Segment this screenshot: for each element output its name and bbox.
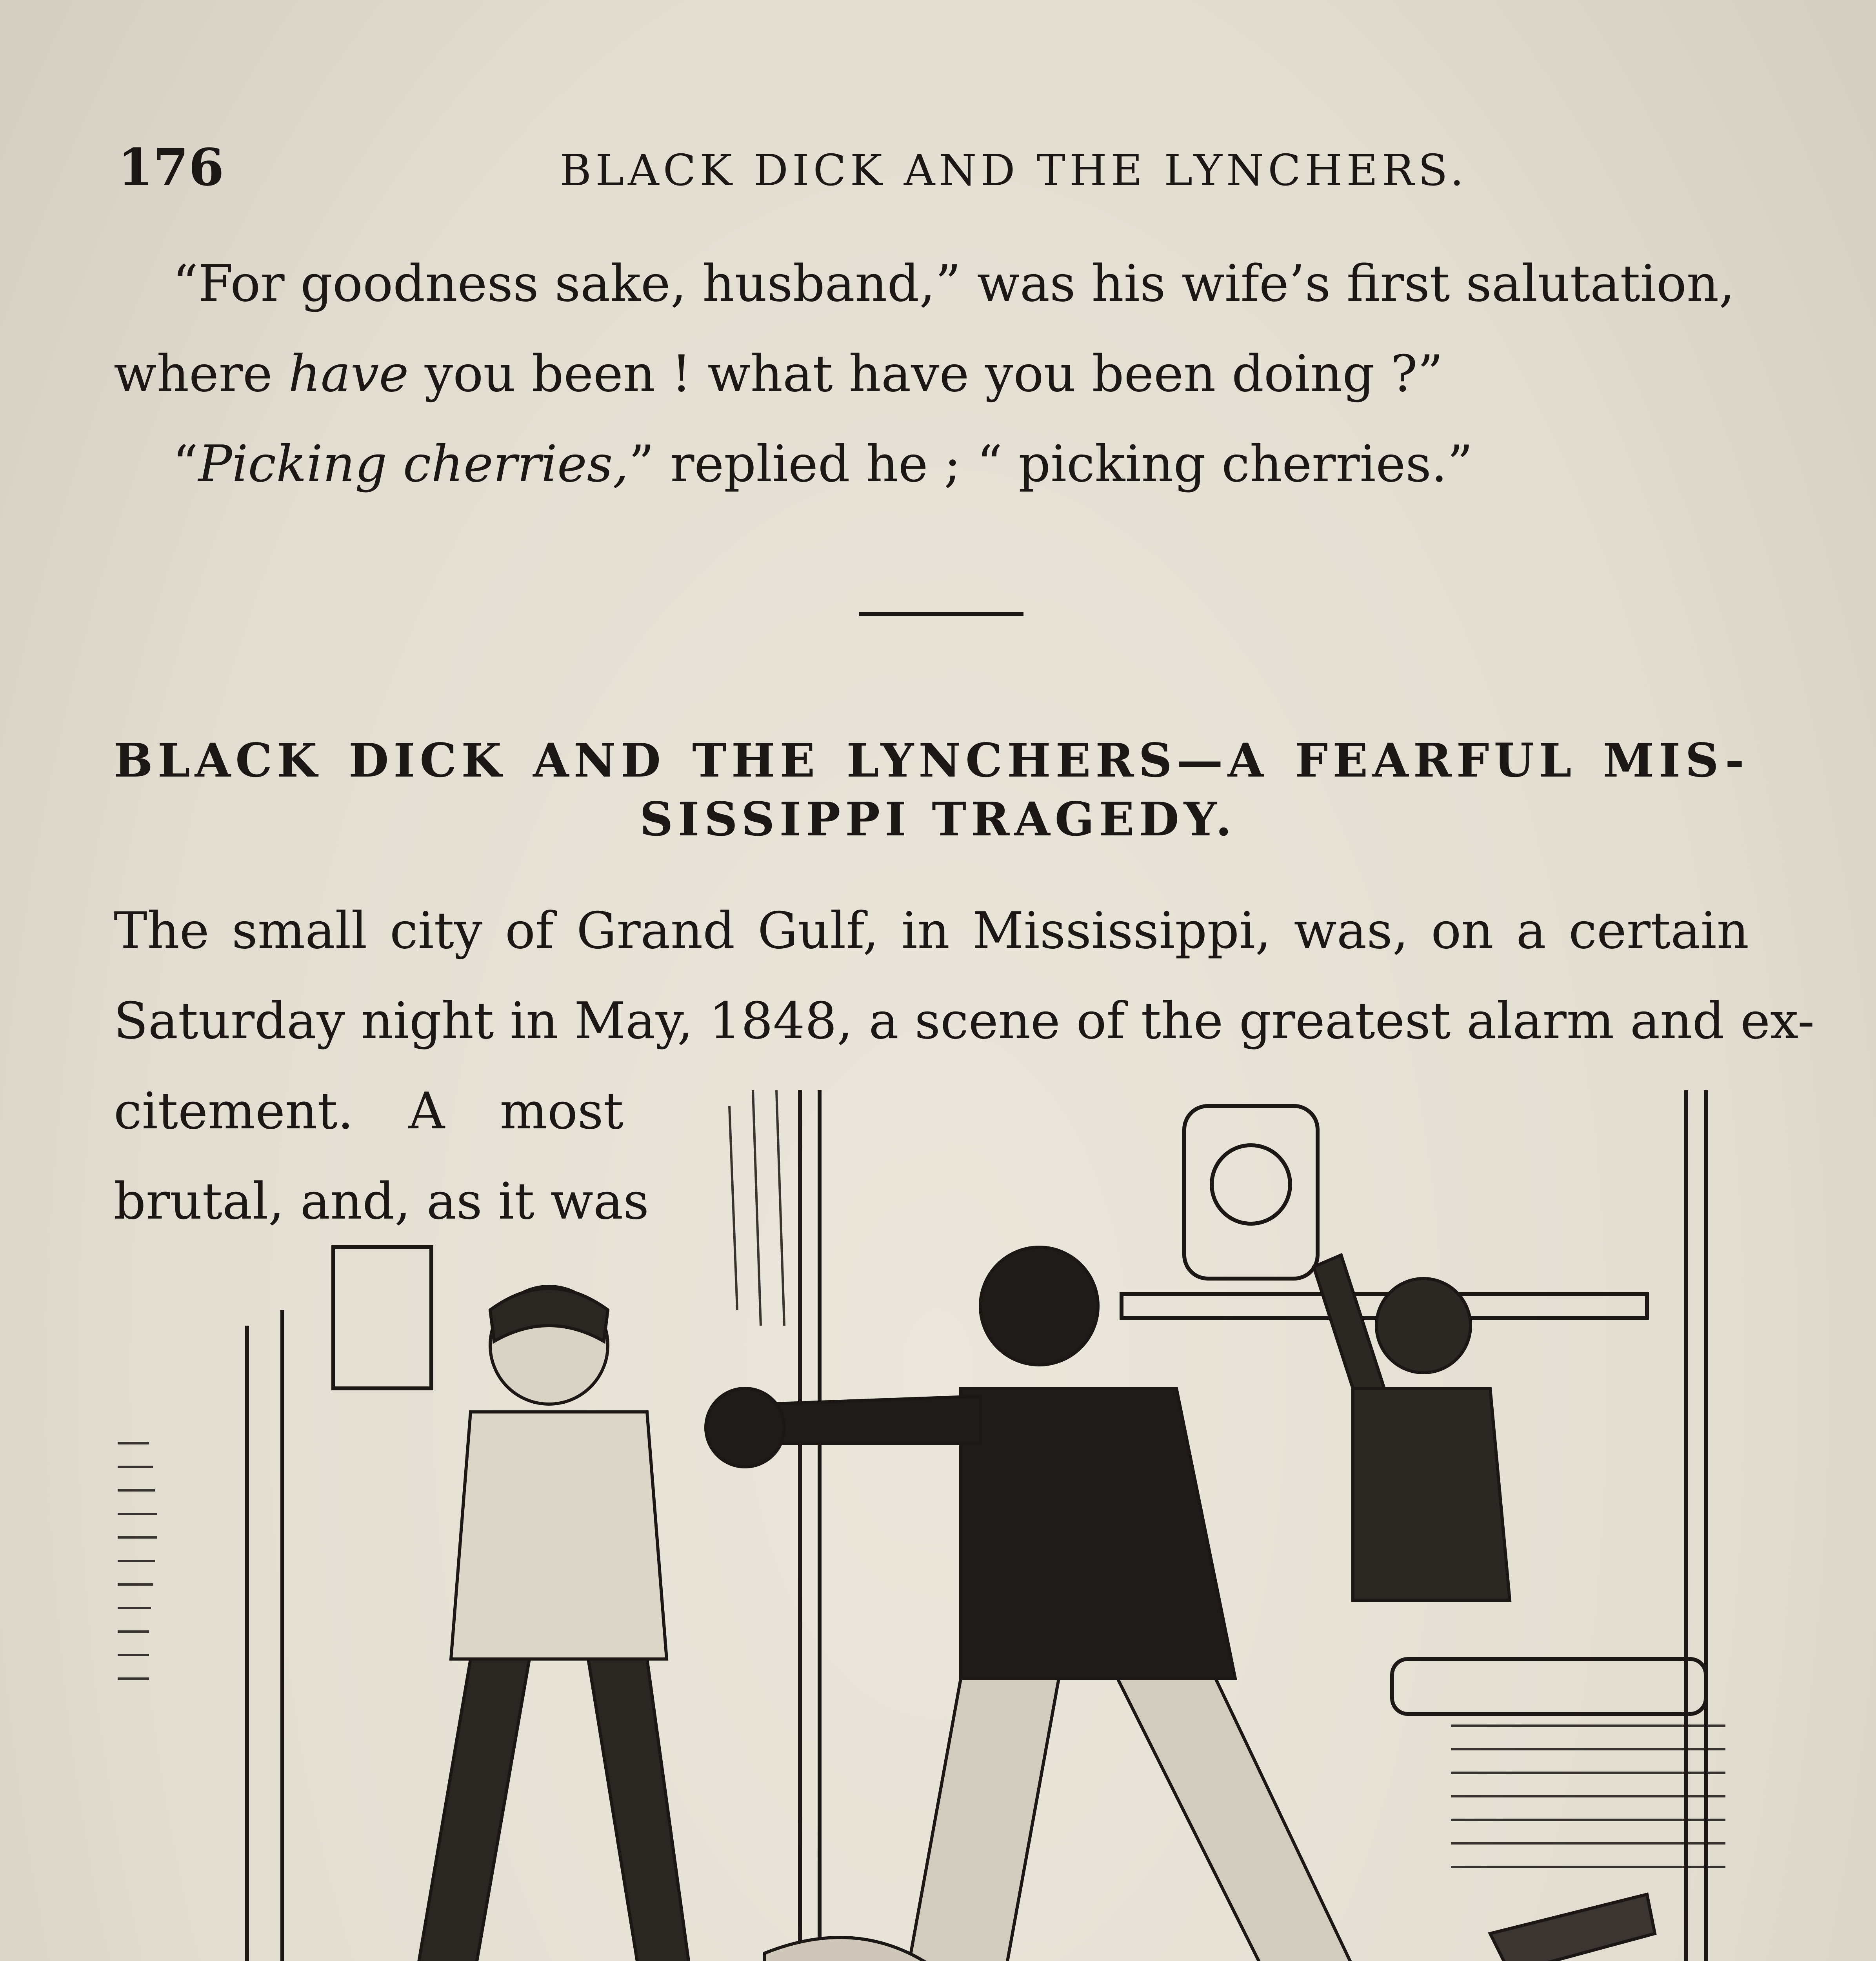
dialogue-line-3-end: ” replied he ; “ picking cherries.” — [629, 435, 1473, 493]
wall-panel — [333, 1247, 431, 1388]
dialogue-line-2-emphasis: have — [288, 345, 409, 403]
body-line-4: brutal, and, as it was — [114, 1172, 649, 1231]
clock-face — [1212, 1145, 1290, 1224]
body-line-2: Saturday night in May, 1848, a scene of the greatest alarm and ex- — [114, 992, 1815, 1050]
right-post — [1686, 1090, 1706, 1961]
dialogue-line-2-start: where — [114, 345, 289, 403]
dialogue-line-3-quote: “ — [173, 435, 198, 493]
dialogue-line-3-emphasis: Picking cherries, — [198, 435, 629, 493]
doorframe-left — [247, 1310, 282, 1961]
running-head: BLACK DICK AND THE LYNCHERS. — [560, 145, 1468, 195]
clock — [1184, 1106, 1318, 1279]
page-number: 176 — [118, 137, 224, 197]
chapter-title-line-2: SISSIPPI TRAGEDY. — [640, 792, 1236, 846]
dialogue-line-1: “For goodness sake, husband,” was his wife’s first salutation, — [173, 255, 1735, 313]
chapter-title-line-1: BLACK DICK AND THE LYNCHERS—A FEARFUL MIS- — [114, 733, 1749, 788]
dialogue-line-3 — [173, 435, 1473, 493]
body-line-1: The small city of Grand Gulf, in Mississippi, was, on a certain — [114, 902, 1749, 960]
dialogue-line-2 — [114, 345, 1443, 403]
illustration-engraving — [118, 1090, 1765, 1961]
section-divider — [859, 612, 1023, 616]
body-line-3: citement. A most — [114, 1082, 624, 1141]
figure-dick — [706, 1247, 1439, 1961]
doorframe-right — [800, 1090, 820, 1953]
fallen-figure — [765, 1894, 1655, 1961]
page-header — [118, 137, 1753, 200]
table — [1392, 1659, 1706, 1714]
dialogue-line-2-end: you been ! what have you been doing ?” — [409, 345, 1443, 403]
figure-boy — [1314, 1255, 1510, 1600]
